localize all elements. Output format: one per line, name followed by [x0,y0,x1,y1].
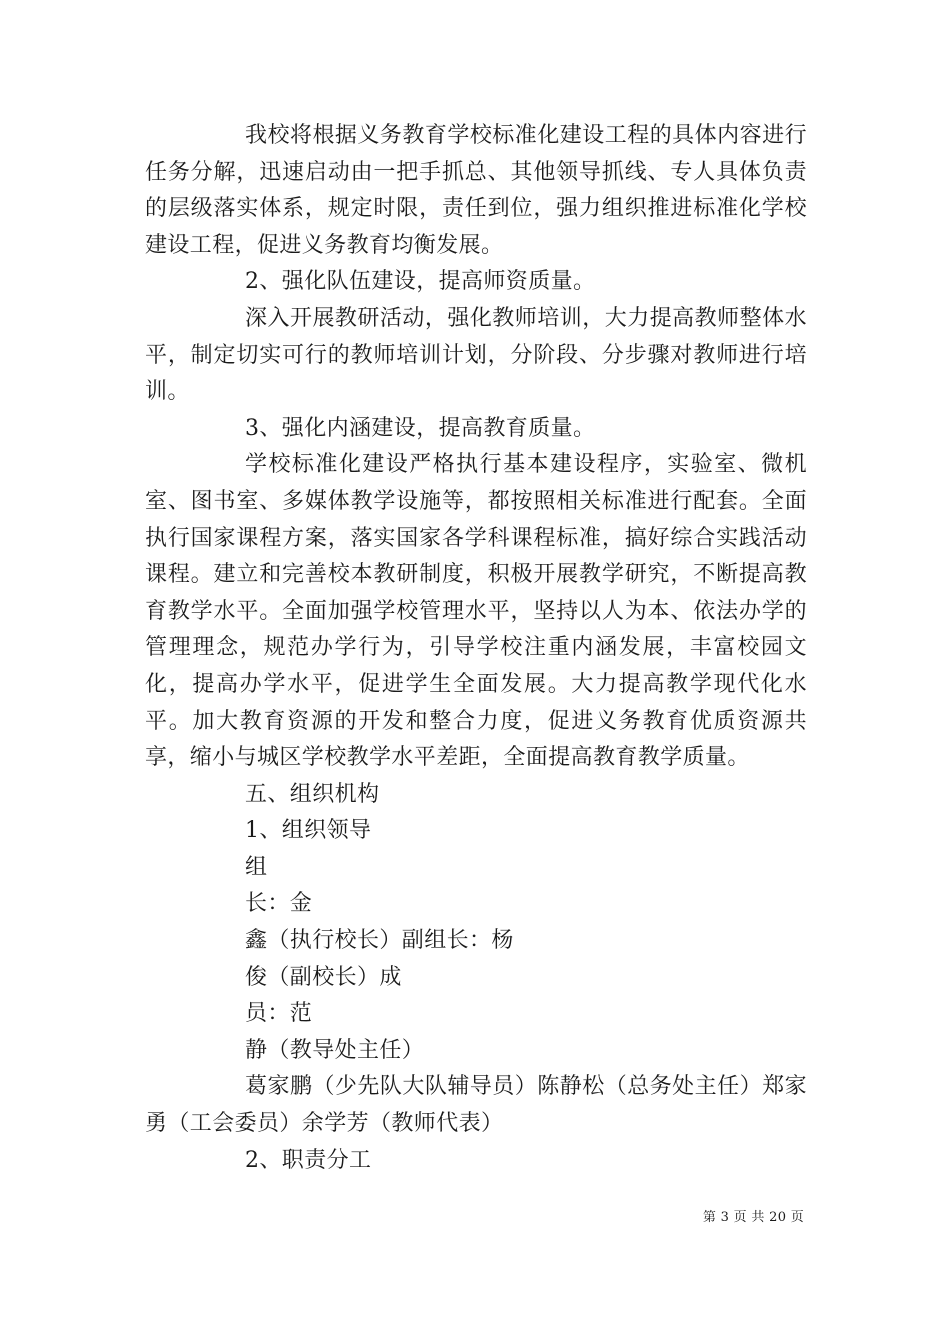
heading-connotation-building: 3、强化内涵建设，提高教育质量。 [245,415,596,441]
heading-team-building: 2、强化队伍建设，提高师资质量。 [245,269,596,295]
document-body [145,118,807,1179]
leader-line-6: 静（教导处主任） [245,1037,425,1063]
paragraph-standardization: 学校标准化建设严格执行基本建设程序，实验室、微机室、图书室、多媒体教学设施等，都按照相关标准进行配套。全面执行国家课程方案，落实国家各学科课程标准，搞好综合实践活动课程。建立和完善校本教研制度，积极开展教学研究，不断提高教育教学水平。全面加强学校管理水平，坚持以人为本、依法办学的管理理念，规范办学行为，引导学校注重内涵发展，丰富校园文化，提高办学水平，促进学生全面发展。大力提高教学现代化水平。加大教育资源的开发和整合力度，促进义务教育优质资源共享，缩小与城区学校教学水平差距，全面提高教育教学质量。 [145,452,807,771]
leader-line-3: 鑫（执行校长）副组长：杨 [245,928,514,954]
leader-line-1: 组 [245,854,268,880]
paragraph-task-decomposition: 我校将根据义务教育学校标准化建设工程的具体内容进行任务分解，迅速启动由一把手抓总、其他领导抓线、专人具体负责的层级落实体系，规定时限，责任到位，强力组织推进标准化学校建设工程，促进义务教育均衡发展。 [145,123,807,258]
heading-leadership: 1、组织领导 [245,818,372,844]
heading-responsibilities: 2、职责分工 [245,1147,372,1173]
leader-line-5: 员：范 [245,1001,313,1027]
page-number: 第 3 页 共 20 页 [702,1210,804,1225]
leader-line-4: 俊（副校长）成 [245,964,402,990]
heading-organization: 五、组织机构 [245,781,380,807]
paragraph-teacher-training: 深入开展教研活动，强化教师培训，大力提高教师整体水平，制定切实可行的教师培训计划，分阶段、分步骤对教师进行培训。 [145,305,807,405]
member-list: 葛家鹏（少先队大队辅导员）陈静松（总务处主任）郑家勇（工会委员）余学芳（教师代表） [145,1074,807,1137]
leader-line-2: 长：金 [245,891,313,917]
